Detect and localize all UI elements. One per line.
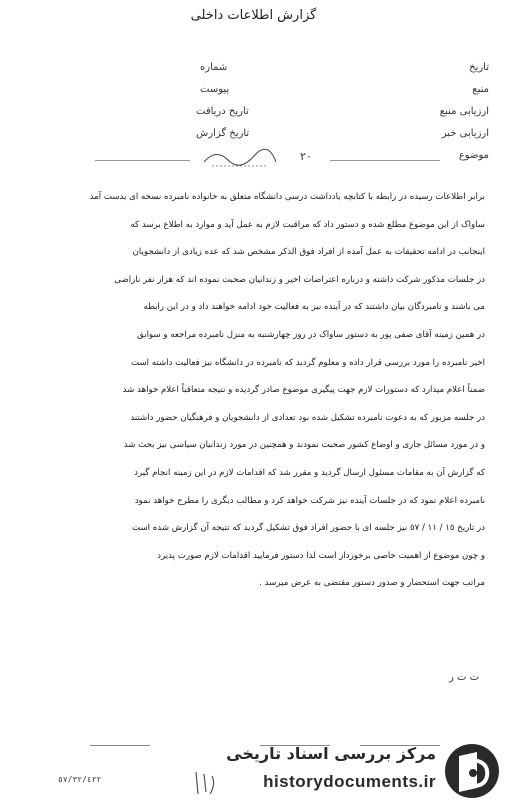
archive-logo-icon bbox=[443, 742, 501, 800]
body-line: و چون موضوع از اهمیت خاصی برخوردار است لذا دستور فرمایید اقدامات لازم صورت پذیرد bbox=[157, 550, 485, 561]
header-field-subject: موضوع bbox=[458, 150, 489, 161]
header-field-source-evaluation: ارزیابی منبع bbox=[439, 106, 489, 117]
body-line: که گزارش آن به مقامات مسئول ارسال گردید و مقرر شد که اقدامات لازم در این زمینه انجام گیرد bbox=[134, 467, 485, 478]
body-line: در جلسات مذکور شرکت داشته و درباره اعتراضات اخیر و زندانیان صحبت نموده اند که هزار نفر ناراضی bbox=[114, 274, 485, 285]
body-line: در جلسه مزبور که به دعوت نامبرده تشکیل شده بود تعدادی از دانشجویان و فرهنگیان حضور داشتند bbox=[130, 412, 485, 423]
body-line: برابر اطلاعات رسیده در رابطه با کتابچه یادداشت درسی دانشگاه متعلق به خانواده نامبرده نسخه ای بدست آمد bbox=[89, 192, 485, 202]
body-line: در همین زمینه آقای صفی پور به دستور ساواک در روز چهارشنبه به منزل نامبرده مراجعه و سوابق bbox=[137, 329, 485, 340]
body-line: مراتب جهت استحضار و صدور دستور مقتضی به عرض میرسد . bbox=[259, 578, 485, 589]
header-field-attachment: پیوست bbox=[200, 84, 230, 95]
body-line: اخیر نامبرده را مورد بررسی قرار داده و معلوم گردید که نامبرده در دانشگاه نیز فعالیت داشته است bbox=[131, 357, 485, 368]
header-rule bbox=[95, 160, 190, 161]
header-field-number: شماره bbox=[200, 62, 228, 73]
header-field-report-date: تاریخ گزارش bbox=[196, 128, 250, 139]
header-field-news-evaluation: ارزیابی خبر bbox=[441, 128, 489, 139]
footer-rule bbox=[90, 745, 150, 746]
body-line: ساواک از این موضوع مطلع شده و دستور داد که مراقبت لازم به عمل آید و موارد به اطلاع برسد که bbox=[130, 219, 485, 230]
handwritten-mark bbox=[190, 768, 220, 798]
watermark-text-en: historydocuments.ir bbox=[263, 772, 436, 791]
body-line: ضمناً اعلام میدارد که دستورات لازم جهت پیگیری موضوع صادر گردیده و نتیجه متعاقباً اعلام خواهد شد bbox=[122, 385, 485, 396]
body-line: و در مورد مسائل جاری و اوضاع کشور صحبت نمودند و همچنین در مورد زندانیان سیاسی نیز بحث شد bbox=[123, 440, 485, 451]
header-field-date: تاریخ bbox=[469, 62, 489, 73]
stamp-mark bbox=[200, 144, 280, 170]
report-body bbox=[17, 184, 485, 598]
archive-watermark bbox=[226, 742, 501, 800]
body-line: در تاریخ ١٥ / ١١ / ٥٧ نیز جلسه ای با حضور افراد فوق تشکیل گردید که نتیجه آن گزارش شده است bbox=[132, 523, 485, 534]
signature-label: ت ت ر bbox=[448, 672, 479, 683]
header-rule bbox=[330, 160, 440, 161]
document-code: ٥٧/٣٢/٤٢٢ bbox=[58, 775, 102, 784]
header-field-receipt-date: تاریخ دریافت bbox=[196, 106, 249, 117]
header-field-source: منبع bbox=[472, 84, 489, 95]
header-field-number-value: ٢٠ bbox=[300, 150, 312, 163]
body-line: اینجانب در ادامه تحقیقات به عمل آمده از افراد فوق الذکر مشخص شد که عده زیادی از دانشجویان bbox=[132, 247, 485, 258]
document-title: گزارش اطلاعات داخلی bbox=[190, 8, 317, 23]
body-line: نامبرده اعلام نمود که در جلسات آینده نیز شرکت خواهد کرد و مطالب دیگری را مطرح خواهد نمود bbox=[134, 495, 485, 506]
watermark-text-fa: مرکز بررسی اسناد تاریخی bbox=[226, 744, 436, 763]
body-line: می باشند و نامبردگان بیان داشتند که در آینده نیز به فعالیت خود ادامه خواهند داد و در این رابطه bbox=[143, 302, 485, 313]
